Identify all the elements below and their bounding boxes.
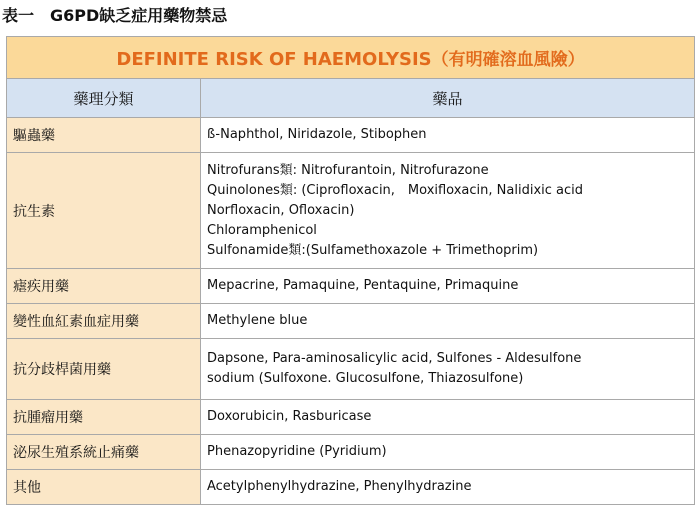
table-row bbox=[7, 269, 695, 304]
drug-line: Methylene blue bbox=[207, 313, 308, 328]
table-row bbox=[7, 400, 695, 435]
drug-line: Acetylphenylhydrazine, Phenylhydrazine bbox=[207, 479, 472, 494]
drug-line: Dapsone, Para-aminosalicylic acid, Sulfones - Aldesulfone bbox=[207, 351, 582, 366]
drug-cell bbox=[201, 339, 695, 400]
drug-line: Sulfonamide類:(Sulfamethoxazole + Trimethoprim) bbox=[207, 242, 539, 258]
drug-cell bbox=[201, 470, 695, 505]
drug-line: Chloramphenicol bbox=[207, 222, 317, 238]
drug-cell bbox=[201, 304, 695, 339]
drug-line: Doxorubicin, Rasburicase bbox=[207, 409, 372, 424]
risk-banner bbox=[7, 37, 695, 79]
drug-contraindication-table bbox=[6, 36, 695, 505]
category-cell: 泌尿生殖系統止痛藥 bbox=[7, 435, 201, 470]
category-cell: 驅蟲藥 bbox=[7, 118, 201, 153]
drug-line: Norfloxacin, Ofloxacin) bbox=[207, 202, 355, 218]
table-row bbox=[7, 339, 695, 400]
category-cell: 抗腫瘤用藥 bbox=[7, 400, 201, 435]
category-cell: 其他 bbox=[7, 470, 201, 505]
header-row bbox=[7, 79, 695, 118]
risk-banner-chinese: （有明確溶血風險） bbox=[431, 50, 585, 70]
drug-line: Phenazopyridine (Pyridium) bbox=[207, 444, 387, 459]
drug-line: Nitrofurans類: Nitrofurantoin, Nitrofurazone bbox=[207, 162, 489, 178]
table-row bbox=[7, 470, 695, 505]
table-row bbox=[7, 304, 695, 339]
category-header: 藥理分類 bbox=[7, 79, 201, 118]
drug-cell bbox=[201, 435, 695, 470]
table-row bbox=[7, 435, 695, 470]
drug-line: Quinolones類: (Ciprofloxacin, Moxifloxacin, Nalidixic acid bbox=[207, 182, 584, 198]
drug-line: sodium (Sulfoxone. Glucosulfone, Thiazosulfone) bbox=[207, 371, 524, 386]
table-row bbox=[7, 118, 695, 153]
risk-banner-english: DEFINITE RISK OF HAEMOLYSIS bbox=[116, 49, 432, 70]
category-cell: 抗生素 bbox=[7, 153, 201, 269]
category-cell: 抗分歧桿菌用藥 bbox=[7, 339, 201, 400]
category-cell: 變性血紅素血症用藥 bbox=[7, 304, 201, 339]
table-row bbox=[7, 153, 695, 269]
drug-line: ß-Naphthol, Niridazole, Stibophen bbox=[207, 127, 427, 142]
drug-line: Mepacrine, Pamaquine, Pentaquine, Primaquine bbox=[207, 278, 519, 293]
drug-cell bbox=[201, 153, 695, 269]
drugs-header: 藥品 bbox=[201, 79, 695, 118]
category-cell: 瘧疾用藥 bbox=[7, 269, 201, 304]
drug-cell bbox=[201, 269, 695, 304]
table-title: 表一 G6PD缺乏症用藥物禁忌 bbox=[2, 6, 228, 25]
risk-banner-row bbox=[7, 37, 695, 79]
drug-cell bbox=[201, 400, 695, 435]
drug-cell bbox=[201, 118, 695, 153]
